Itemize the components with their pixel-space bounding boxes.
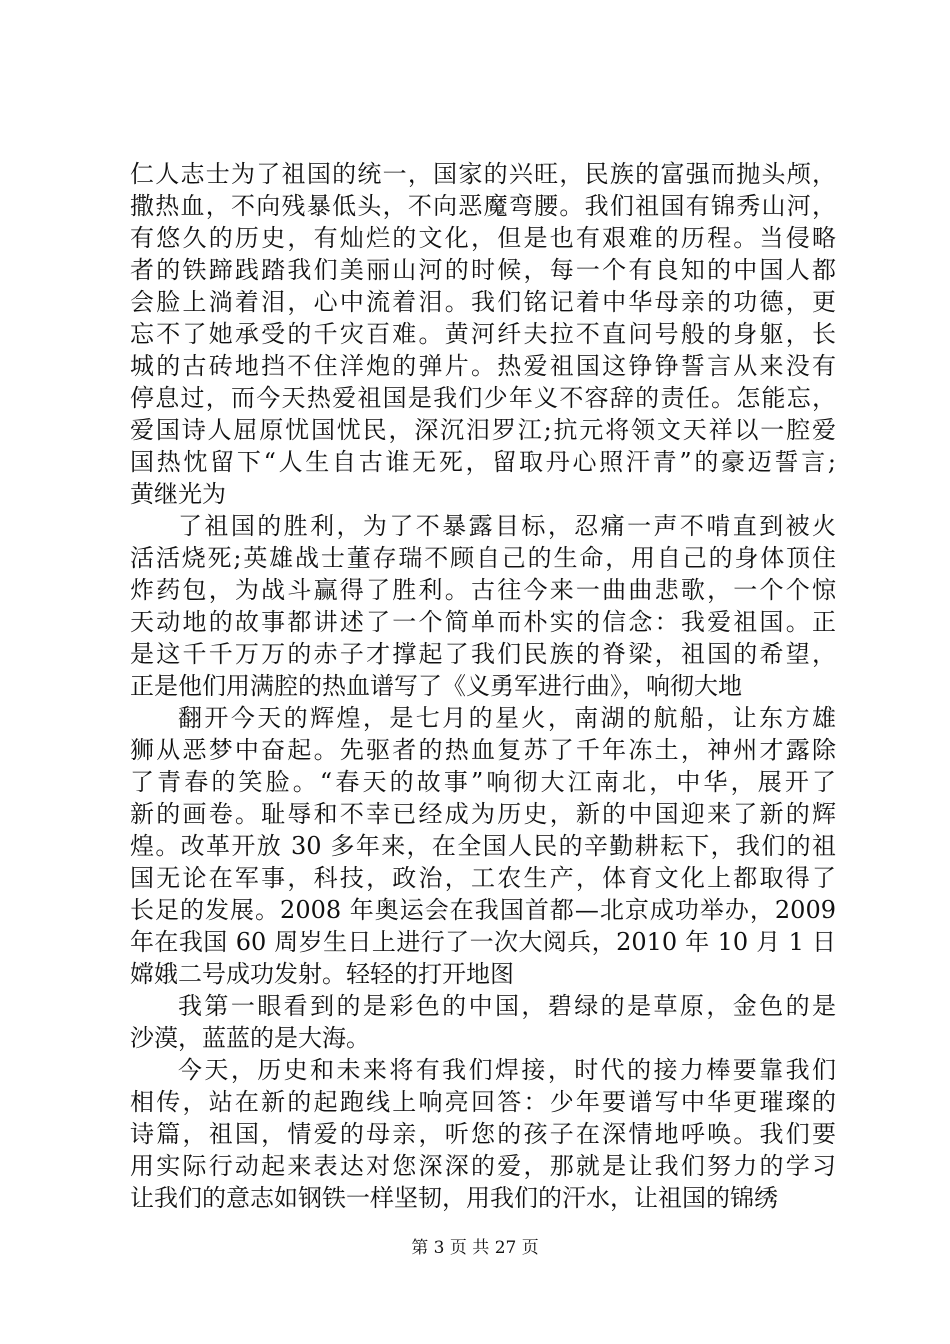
text-line: 狮从恶梦中奋起。先驱者的热血复苏了千年冻土，神州才露除 — [130, 736, 836, 764]
text-line: 有悠久的历史，有灿烂的文化，但是也有艰难的历程。当侵略 — [130, 224, 836, 252]
text-line: 撒热血，不向残暴低头，不向恶魔弯腰。我们祖国有锦秀山河， — [130, 192, 836, 220]
paragraph — [130, 702, 836, 990]
text-line: 让我们的意志如钢铁一样坚韧，用我们的汗水，让祖国的锦绣 — [130, 1184, 778, 1212]
text-line: 忘不了她承受的千灾百难。黄河纤夫拉不直问号般的身躯，长 — [130, 320, 836, 348]
text-line: 翻开今天的辉煌，是七月的星火，南湖的航船，让东方雄 — [178, 704, 836, 732]
text-line: 炸药包，为战斗赢得了胜利。古往今来一曲曲悲歌，一个个惊 — [130, 576, 836, 604]
text-line: 天动地的故事都讲述了一个简单而朴实的信念：我爱祖国。正 — [130, 608, 836, 636]
paragraph — [130, 510, 836, 702]
paragraph — [130, 1054, 836, 1214]
text-line: 活活烧死;英雄战士董存瑞不顾自己的生命，用自己的身体顶住 — [130, 544, 836, 572]
text-line: 正是他们用满腔的热血谱写了《义勇军进行曲》，响彻大地 — [130, 672, 742, 700]
text-line: 今天，历史和未来将有我们焊接，时代的接力棒要靠我们 — [178, 1056, 836, 1084]
paragraph — [130, 158, 836, 510]
text-line: 相传，站在新的起跑线上响亮回答：少年要谱写中华更璀璨的 — [130, 1088, 836, 1116]
text-line: 新的画卷。耻辱和不幸已经成为历史，新的中国迎来了新的辉 — [130, 800, 836, 828]
text-line: 仁人志士为了祖国的统一，国家的兴旺，民族的富强而抛头颅， — [130, 160, 836, 188]
text-line: 是这千千万万的赤子才撑起了我们民族的脊梁，祖国的希望， — [130, 640, 836, 668]
text-line: 会脸上淌着泪，心中流着泪。我们铭记着中华母亲的功德，更 — [130, 288, 836, 316]
text-line: 爱国诗人屈原忧国忧民，深沉汨罗江;抗元将领文天祥以一腔爱 — [130, 416, 836, 444]
text-line: 诗篇，祖国，情爱的母亲，听您的孩子在深情地呼唤。我们要 — [130, 1120, 836, 1148]
text-line: 者的铁蹄践踏我们美丽山河的时候，每一个有良知的中国人都 — [130, 256, 836, 284]
text-line: 煌。改革开放 30 多年来，在全国人民的辛勤耕耘下，我们的祖 — [130, 832, 836, 860]
text-line: 沙漠，蓝蓝的是大海。 — [130, 1024, 370, 1052]
document-body — [130, 158, 836, 1214]
text-line: 我第一眼看到的是彩色的中国，碧绿的是草原，金色的是 — [178, 992, 836, 1020]
text-line: 国无论在军事，科技，政治，工农生产，体育文化上都取得了 — [130, 864, 836, 892]
text-line: 嫦娥二号成功发射。轻轻的打开地图 — [130, 960, 514, 988]
text-line: 长足的发展。2008 年奥运会在我国首都—北京成功举办，2009 — [130, 896, 836, 924]
text-line: 年在我国 60 周岁生日上进行了一次大阅兵，2010 年 10 月 1 日 — [130, 928, 836, 956]
text-line: 了青春的笑脸。“春天的故事”响彻大江南北，中华，展开了 — [130, 768, 836, 796]
text-line: 黄继光为 — [130, 480, 226, 508]
page-footer: 第 3 页 共 27 页 — [411, 1238, 539, 1258]
text-line: 用实际行动起来表达对您深深的爱，那就是让我们努力的学习 — [130, 1152, 836, 1180]
text-line: 停息过，而今天热爱祖国是我们少年义不容辞的责任。怎能忘， — [130, 384, 836, 412]
text-line: 国热忱留下“人生自古谁无死，留取丹心照汗青”的豪迈誓言; — [130, 448, 836, 476]
text-line: 城的古砖地挡不住洋炮的弹片。热爱祖国这铮铮誓言从来没有 — [130, 352, 836, 380]
paragraph — [130, 990, 836, 1054]
text-line: 了祖国的胜利，为了不暴露目标，忍痛一声不啃直到被火 — [178, 512, 836, 540]
